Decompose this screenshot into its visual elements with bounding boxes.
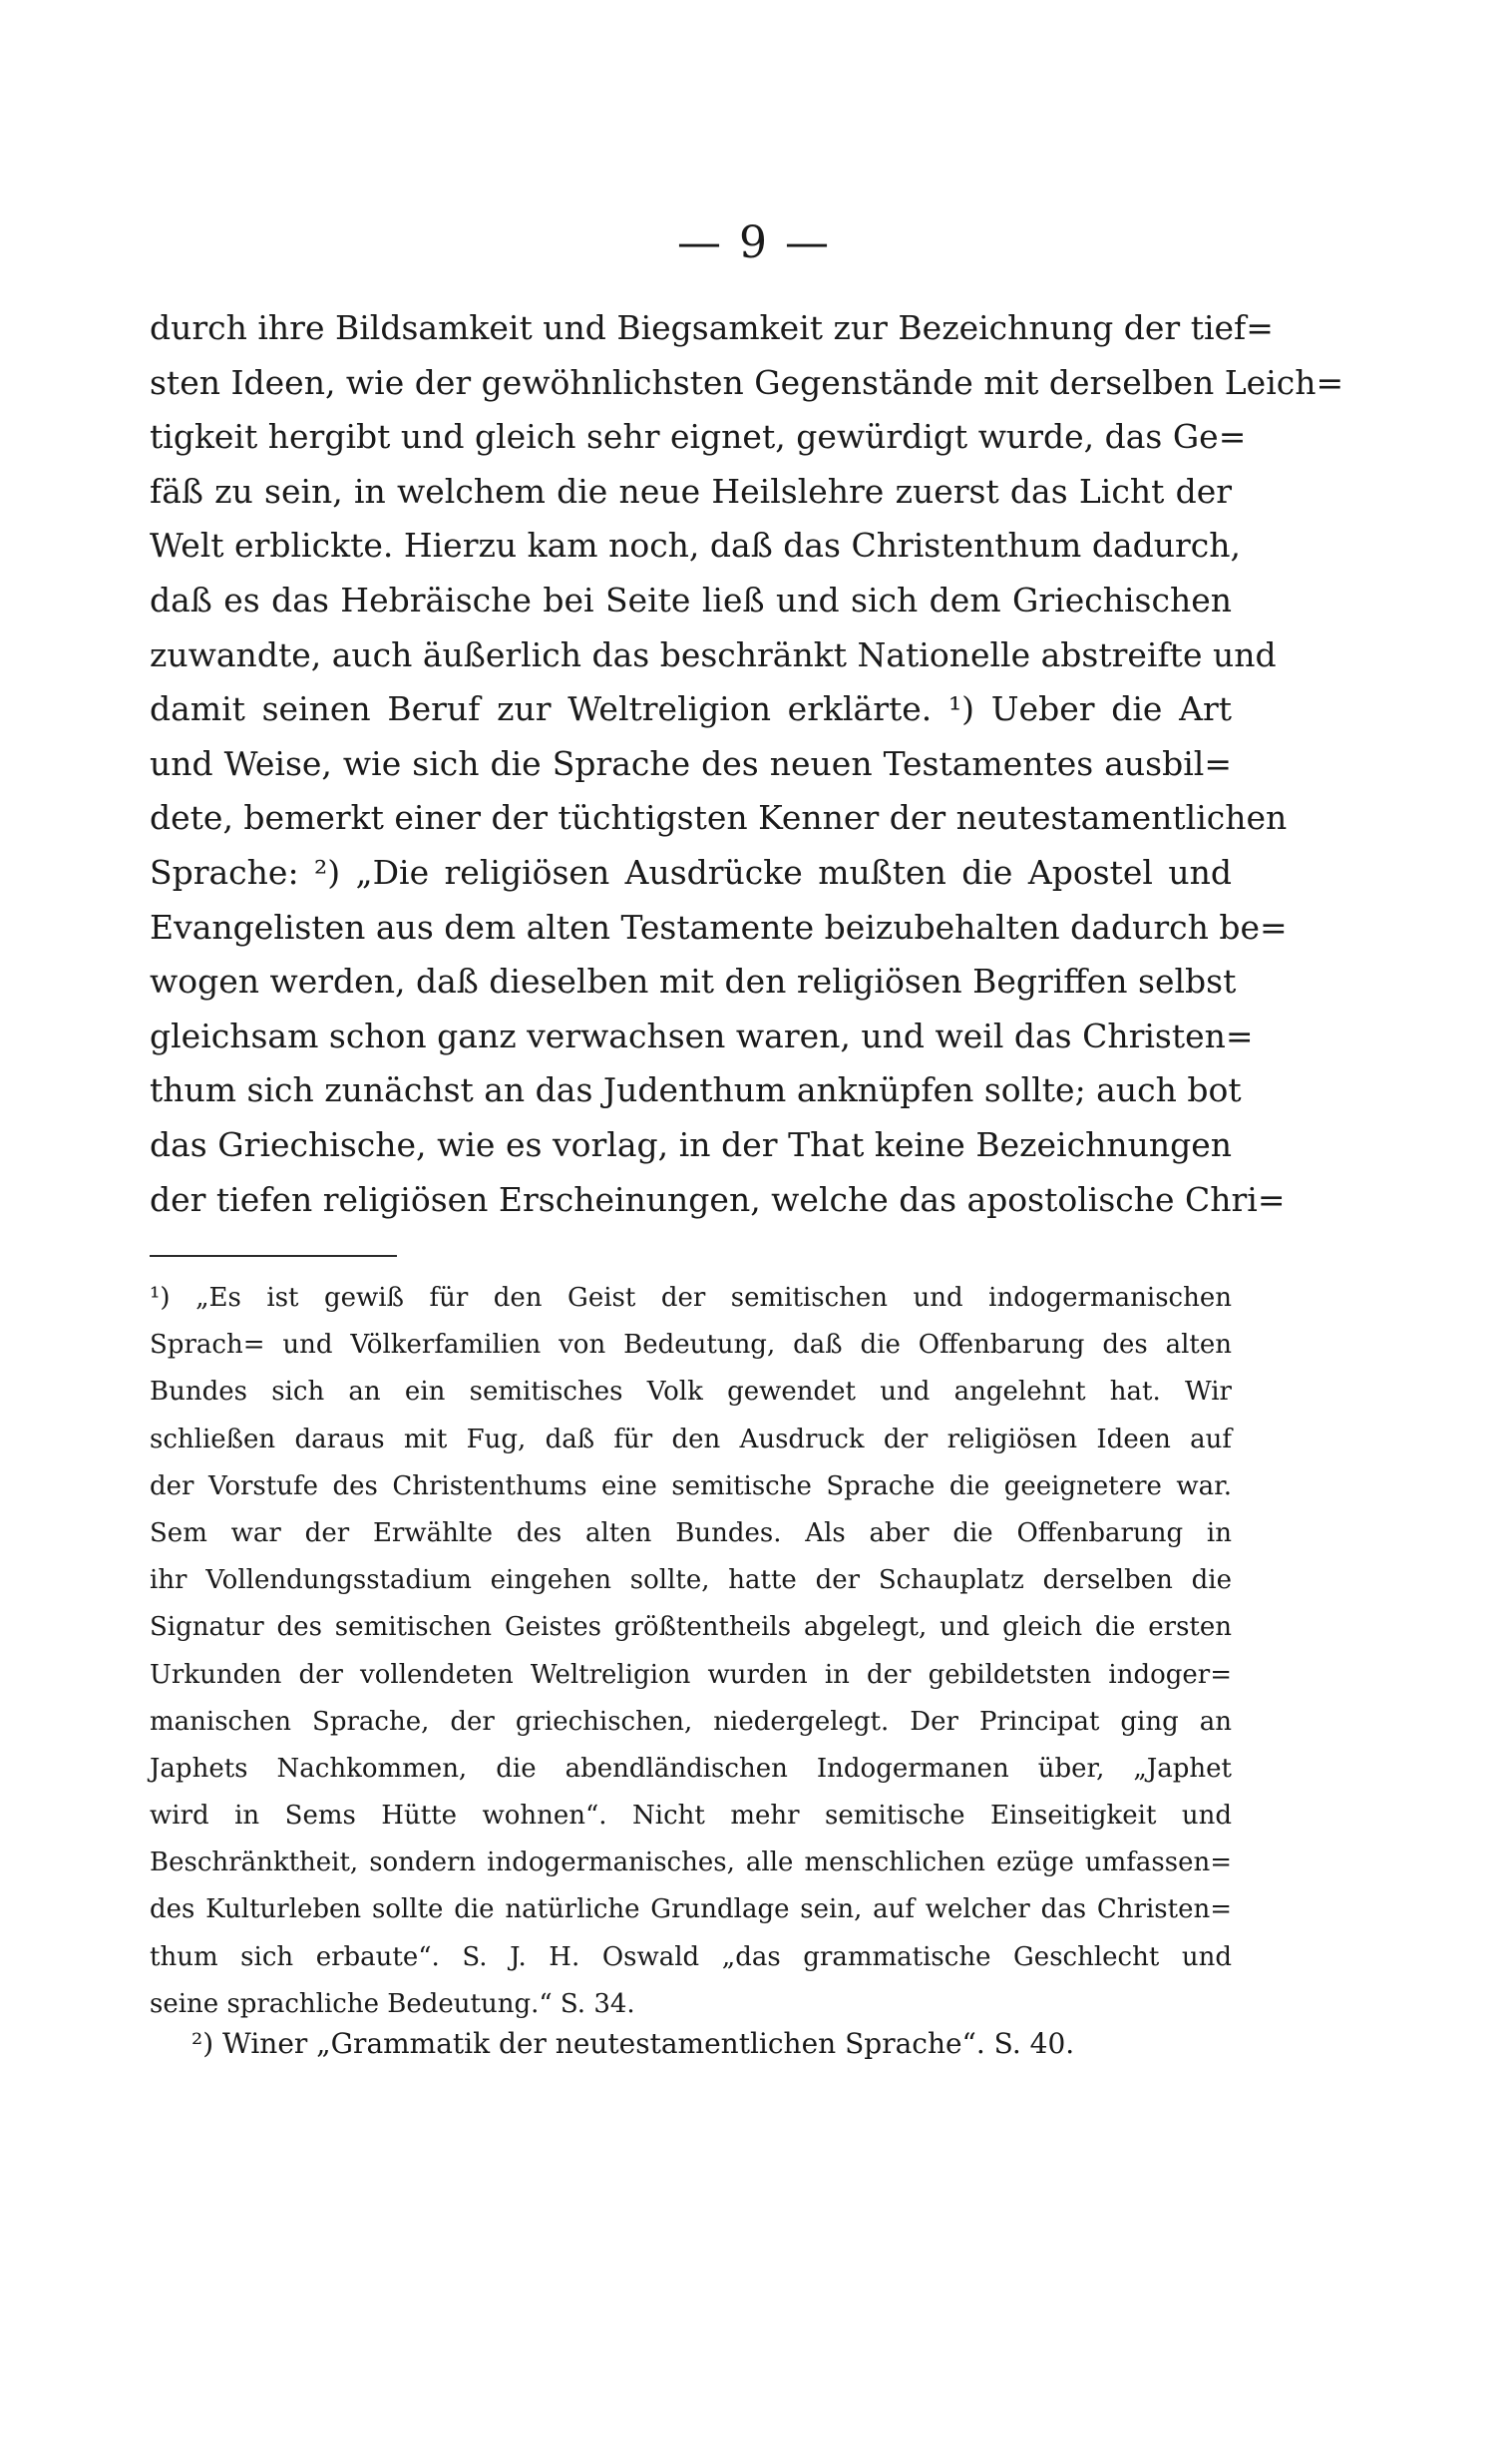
footnote-2: ²) Winer „Grammatik der neutestamentlichen Sprache“. S. 40. [191,2027,1075,2060]
text-line: dete, bemerkt einer der tüchtigsten Kenner der neutestamentlichen [150,798,1288,838]
text-line: fäß zu sein, in welchem die neue Heilslehre zuerst das Licht der [150,471,1232,511]
text-line: der tiefen religiösen Erscheinungen, welche das apostolische Chri= [150,1179,1286,1219]
footnote-1 [150,1275,1232,2028]
footnote-line: Urkunden der vollendeten Weltreligion wurden in der gebildetsten indoger= [150,1659,1232,1690]
text-line: gleichsam schon ganz verwachsen waren, und weil das Christen= [150,1016,1254,1055]
text-line: Sprache: ²) „Die religiösen Ausdrücke mußten die Apostel und [150,852,1232,892]
footnote-line: seine sprachliche Bedeutung.“ S. 34. [150,1988,635,2019]
text-line: und Weise, wie sich die Sprache des neuen Testamentes ausbil= [150,743,1232,783]
footnote-line: Sem war der Erwählte des alten Bundes. Als aber die Offenbarung in [150,1517,1232,1548]
text-line: das Griechische, wie es vorlag, in der That keine Bezeichnungen [150,1124,1232,1164]
footnote-line: der Vorstufe des Christenthums eine semitische Sprache die geeignetere war. [150,1470,1232,1501]
footnote-divider [150,1255,397,1257]
page-number: — 9 — [677,217,831,268]
text-line: durch ihre Bildsamkeit und Biegsamkeit zur Bezeichnung der tief= [150,308,1274,347]
footnote-line: ihr Vollendungsstadium eingehen sollte, hatte der Schauplatz derselben die [150,1565,1232,1596]
footnote-line: ¹) „Es ist gewiß für den Geist der semitischen und indogermanischen [150,1283,1232,1313]
text-line: daß es das Hebräische bei Seite ließ und sich dem Griechischen [150,580,1232,619]
footnote-line: Sprach= und Völkerfamilien von Bedeutung, daß die Offenbarung des alten [150,1330,1232,1361]
footnote-line: manischen Sprache, der griechischen, niedergelegt. Der Principat ging an [150,1706,1232,1737]
text-line: thum sich zunächst an das Judenthum anknüpfen sollte; auch bot [150,1070,1242,1110]
footnote-line: Bundes sich an ein semitisches Volk gewendet und angelehnt hat. Wir [150,1377,1232,1408]
text-line: damit seinen Beruf zur Weltreligion erklärte. ¹) Ueber die Art [150,689,1232,729]
main-text [150,301,1344,1227]
text-line: tigkeit hergibt und gleich sehr eignet, gewürdigt wurde, das Ge= [150,417,1247,457]
footnote-line: wird in Sems Hütte wohnen“. Nicht mehr semitische Einseitigkeit und [150,1801,1232,1832]
footnote-line: Signatur des semitischen Geistes größtentheils abgelegt, und gleich die ersten [150,1612,1232,1643]
text-line: zuwandte, auch äußerlich das beschränkt Nationelle abstreifte und [150,634,1277,674]
footnote-line: thum sich erbaute“. S. J. H. Oswald „das grammatische Geschlecht und [150,1941,1232,1972]
footnote-line: Japhets Nachkommen, die abendländischen Indogermanen über, „Japhet [150,1753,1232,1784]
footnote-line: Beschränktheit, sondern indogermanisches, alle menschlichen ezüge umfassen= [150,1848,1232,1878]
footnote-line: schließen daraus mit Fug, daß für den Ausdruck der religiösen Ideen auf [150,1424,1232,1454]
text-line: Evangelisten aus dem alten Testamente beizubehalten dadurch be= [150,907,1288,947]
text-line: sten Ideen, wie der gewöhnlichsten Gegenstände mit derselben Leich= [150,362,1344,402]
text-line: Welt erblickte. Hierzu kam noch, daß das Christenthum dadurch, [150,526,1241,566]
text-line: wogen werden, daß dieselben mit den religiösen Begriffen selbst [150,962,1237,1002]
footnote-line: des Kulturleben sollte die natürliche Grundlage sein, auf welcher das Christen= [150,1894,1232,1925]
